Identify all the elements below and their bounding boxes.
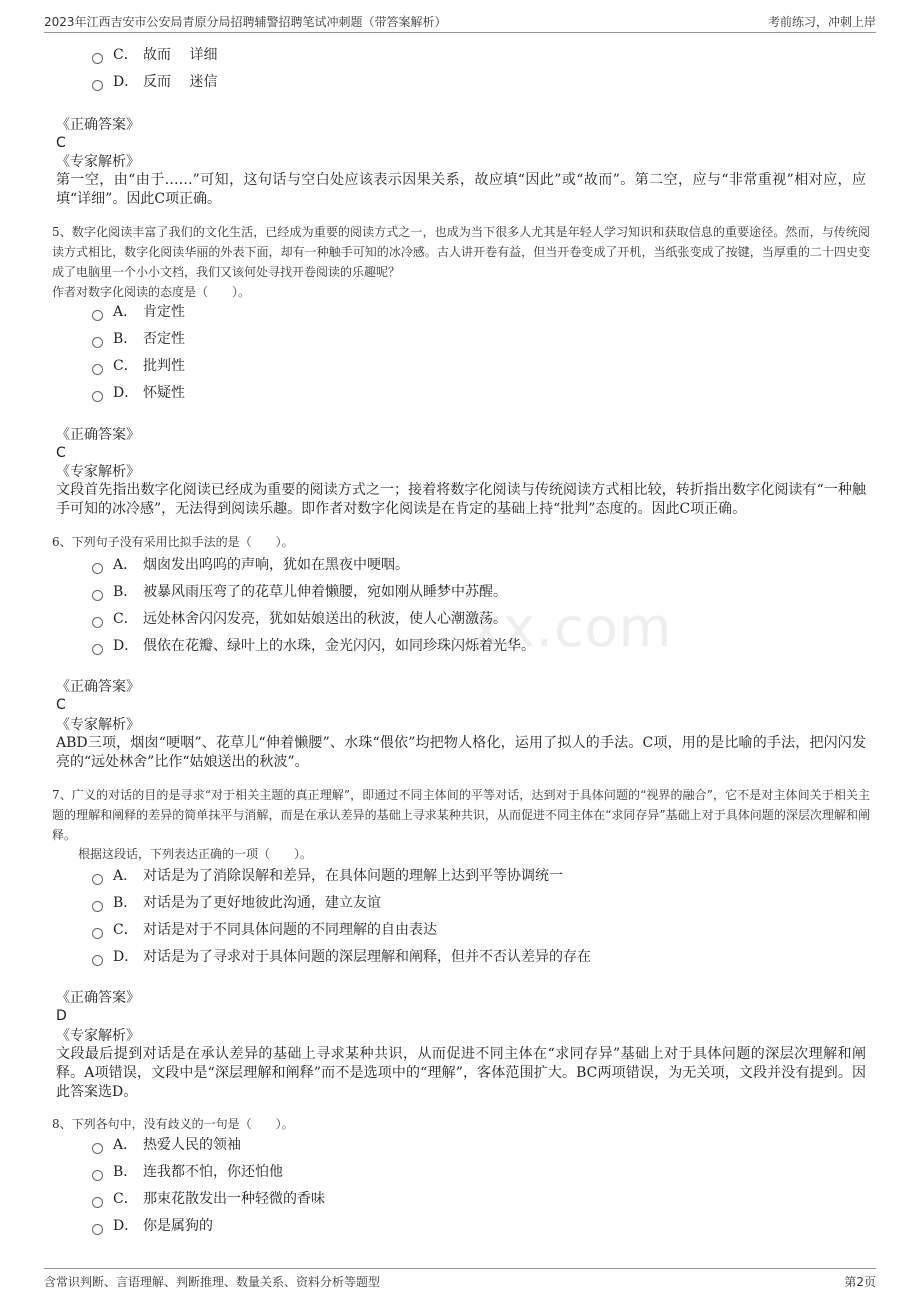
radio-icon[interactable]	[92, 644, 103, 655]
option-c[interactable]	[92, 919, 437, 941]
option-d[interactable]	[92, 635, 535, 657]
option-text: 肯定性	[143, 304, 185, 320]
radio-icon[interactable]	[92, 80, 103, 91]
option-letter: D．	[113, 385, 139, 401]
option-letter: B．	[113, 895, 138, 911]
option-letter: D．	[113, 1218, 139, 1234]
analysis-label: 《专家解析》	[56, 154, 140, 170]
radio-icon[interactable]	[92, 391, 103, 402]
option-text: 烟囱发出呜呜的声响，犹如在黑夜中哽咽。	[143, 557, 409, 573]
answer-label: 《正确答案》	[56, 990, 140, 1006]
option-letter: A．	[113, 1137, 138, 1153]
option-text: 故而 详细	[143, 47, 218, 63]
page-header	[44, 10, 876, 33]
radio-icon[interactable]	[92, 1224, 103, 1235]
radio-icon[interactable]	[92, 1143, 103, 1154]
option-b[interactable]	[92, 581, 507, 603]
option-a[interactable]	[92, 554, 409, 576]
radio-icon[interactable]	[92, 53, 103, 64]
analysis-text: 文段首先指出数字化阅读已经成为重要的阅读方式之一；接着将数字化阅读与传统阅读方式相比较，转折指出数字化阅读有“一种触手可知的冰冷感”，无法得到阅读乐趣。即作者对数字化阅读是在肯定的基础上持“批判”态度的。因此C项正确。	[56, 482, 866, 517]
answer-label: 《正确答案》	[56, 117, 140, 133]
option-c[interactable]	[92, 608, 507, 630]
header-slogan: 考前练习，冲刺上岸	[767, 15, 876, 29]
answer-value: C	[56, 445, 66, 461]
answer-value: C	[56, 135, 66, 151]
option-text: 反而 迷信	[143, 74, 218, 90]
option-letter: C．	[113, 922, 138, 938]
option-d[interactable]	[92, 1215, 213, 1237]
radio-icon[interactable]	[92, 364, 103, 375]
option-a[interactable]	[92, 865, 563, 887]
page-footer	[44, 1268, 876, 1293]
option-text: 对话是为了消除误解和差异，在具体问题的理解上达到平等协调统一	[143, 868, 563, 884]
analysis-text: 文段最后提到对话是在承认差异的基础上寻求某种共识，从而促进不同主体在“求同存异”基础上对于具体问题的深层次理解和阐释。A项错误，文段中是“深层理解和阐释”而不是选项中的“理解”，客体范围扩大。BC两项错误，为无关项，文段并没有提到。因此答案选D。	[56, 1046, 866, 1100]
radio-icon[interactable]	[92, 928, 103, 939]
option-letter: B．	[113, 1164, 138, 1180]
analysis-label: 《专家解析》	[56, 717, 140, 733]
radio-icon[interactable]	[92, 1197, 103, 1208]
answer-value: D	[56, 1008, 67, 1024]
question-prompt: 作者对数字化阅读的态度是（ ）。	[52, 285, 251, 299]
option-text: 偎依在花瓣、绿叶上的水珠，金光闪闪，如同珍珠闪烁着光华。	[143, 638, 535, 654]
option-letter: C．	[113, 358, 138, 374]
option-letter: C．	[113, 1191, 138, 1207]
option-d[interactable]	[92, 382, 185, 404]
option-letter: B．	[113, 584, 138, 600]
option-text: 批判性	[143, 358, 185, 374]
option-letter: C．	[113, 611, 138, 627]
option-letter: A．	[113, 557, 138, 573]
option-text: 对话是对于不同具体问题的不同理解的自由表达	[143, 922, 437, 938]
radio-icon[interactable]	[92, 563, 103, 574]
footer-topics: 含常识判断、言语理解、判断推理、数量关系、资料分析等题型	[44, 1275, 381, 1289]
page-number: 第2页	[844, 1275, 876, 1289]
question-stem: 5、数字化阅读丰富了我们的文化生活，已经成为重要的阅读方式之一，也成为当下很多人尤其是年轻人学习知识和获取信息的重要途径。然而，与传统阅读方式相比，数字化阅读华丽的外表下面，却有一种触手可知的冰冷感。古人讲开卷有益，但当开卷变成了开机，当纸张变成了按键，当厚重的二十四史变成了电脑里一个小小文档，我们又该何处寻找开卷阅读的乐趣呢？	[52, 225, 870, 279]
radio-icon[interactable]	[92, 955, 103, 966]
option-letter: C．	[113, 47, 138, 63]
option-a[interactable]	[92, 301, 185, 323]
question-prompt: 根据这段话，下列表达正确的一项（ ）。	[78, 847, 313, 861]
radio-icon[interactable]	[92, 590, 103, 601]
document-title: 2023年江西吉安市公安局青原分局招聘辅警招聘笔试冲刺题（带答案解析）	[44, 15, 447, 29]
analysis-label: 《专家解析》	[56, 464, 140, 480]
option-a[interactable]	[92, 1134, 241, 1156]
radio-icon[interactable]	[92, 874, 103, 885]
option-b[interactable]	[92, 892, 381, 914]
option-letter: D．	[113, 949, 139, 965]
option-c[interactable]	[92, 355, 185, 377]
answer-label: 《正确答案》	[56, 679, 140, 695]
option-d[interactable]	[92, 946, 591, 968]
analysis-label: 《专家解析》	[56, 1028, 140, 1044]
option-letter: A．	[113, 304, 138, 320]
radio-icon[interactable]	[92, 1170, 103, 1181]
question-stem: 7、广义的对话的目的是寻求“对于相关主题的真正理解”，即通过不同主体间的平等对话，达到对于具体问题的“视界的融合”，它不是对主体间关于相关主题的理解和阐释的差异的简单抹平与消解，而是在承认差异的基础上寻求某种共识，从而促进不同主体在“求同存异”基础上对于具体问题的深层次理解和阐释。	[52, 788, 870, 842]
option-text: 怀疑性	[143, 385, 185, 401]
option-letter: A．	[113, 868, 138, 884]
option-d[interactable]	[92, 71, 217, 93]
radio-icon[interactable]	[92, 337, 103, 348]
option-text: 远处林舍闪闪发亮，犹如姑娘送出的秋波，使人心潮激荡。	[143, 611, 507, 627]
option-text: 对话是为了寻求对于具体问题的深层理解和阐释，但并不否认差异的存在	[143, 949, 591, 965]
option-text: 你是属狗的	[143, 1218, 213, 1234]
answer-value: C	[56, 697, 66, 713]
radio-icon[interactable]	[92, 901, 103, 912]
option-c[interactable]	[92, 1188, 325, 1210]
analysis-text: 第一空，由“由于……”可知，这句话与空白处应该表示因果关系，故应填“因此”或“故而”。第二空，应与“非常重视”相对应，应填“详细”。因此C项正确。	[56, 172, 866, 207]
answer-label: 《正确答案》	[56, 427, 140, 443]
question-stem: 6、下列句子没有采用比拟手法的是（ ）。	[52, 535, 294, 549]
option-text: 被暴风雨压弯了的花草儿伸着懒腰，宛如刚从睡梦中苏醒。	[143, 584, 507, 600]
analysis-text: ABD三项，烟囱“哽咽”、花草儿“伸着懒腰”、水珠“偎依”均把物人格化，运用了拟人的手法。C项，用的是比喻的手法，把闪闪发亮的“远处林舍”比作“姑娘送出的秋波”。	[56, 735, 866, 770]
option-text: 连我都不怕，你还怕他	[143, 1164, 283, 1180]
option-c[interactable]	[92, 44, 217, 66]
question-stem: 8、下列各句中，没有歧义的一句是（ ）。	[52, 1117, 294, 1131]
option-letter: B．	[113, 331, 138, 347]
option-text: 对话是为了更好地彼此沟通，建立友谊	[143, 895, 381, 911]
option-letter: D．	[113, 638, 139, 654]
option-text: 热爱人民的领袖	[143, 1137, 241, 1153]
radio-icon[interactable]	[92, 617, 103, 628]
radio-icon[interactable]	[92, 310, 103, 321]
option-text: 那束花散发出一种轻微的香味	[143, 1191, 325, 1207]
option-text: 否定性	[143, 331, 185, 347]
watermark: xx.com	[470, 596, 673, 659]
option-b[interactable]	[92, 1161, 283, 1183]
option-b[interactable]	[92, 328, 185, 350]
option-letter: D．	[113, 74, 139, 90]
